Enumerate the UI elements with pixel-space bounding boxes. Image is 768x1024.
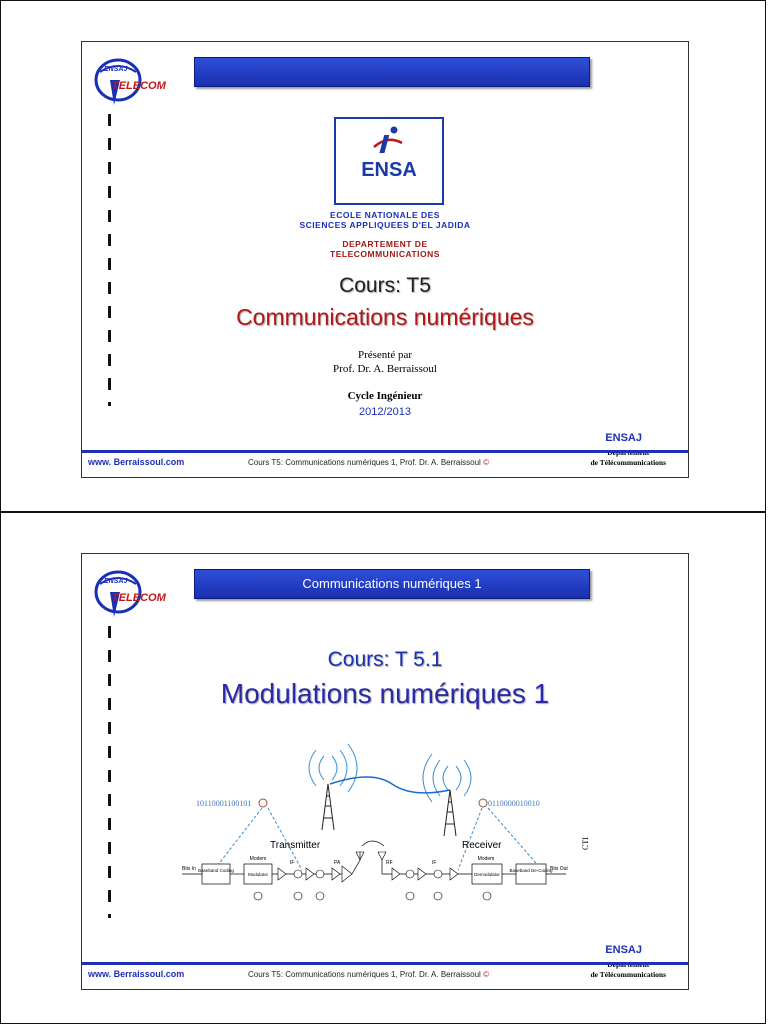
transmitter-label: Transmitter [270,840,321,851]
footer-course-label: Cours T5: Communications numériques 1, Prof. Dr. A. Berraissoul [248,458,481,467]
demodulator-label: Demodulator [474,872,500,877]
radio-waves-right [423,754,471,802]
svg-text:ENSAJ: ENSAJ [104,578,128,585]
school-line-2: SCIENCES APPLIQUEES D'EL JADIDA [299,220,471,230]
slide-title: Modulations numériques 1 [220,678,550,709]
footer-rule [82,962,688,965]
department-line-1: DEPARTEMENT DE [342,239,428,249]
footer-rule [82,450,688,453]
signal-source-icon [259,799,267,807]
department-name [82,239,688,259]
footer-url[interactable]: www. Berraissoul.com [88,457,185,467]
ensaj-telecom-logo [90,50,178,112]
course-title: Communications numériques [236,304,534,330]
svg-text:ENSAJ: ENSAJ [104,66,128,73]
copyright-icon: © [483,458,489,467]
transceiver-diagram [182,740,602,940]
footer-course-text [248,970,489,979]
rf-label: RF [386,860,393,866]
modulator-label: Modulator [247,872,269,877]
ensa-logo-text: ENSA [361,159,417,181]
bits-out-label: Bits Out [550,866,568,872]
department-line-2: TELECOMMUNICATIONS [330,249,440,259]
dept-footer-line-2: de Télécommunications [590,458,666,467]
modem-right-label: Modem [477,856,495,862]
cti-label: CTI [581,837,590,850]
cycle-label: Cycle Ingénieur [347,390,423,402]
bits-right: 0110000010010 [488,799,540,808]
tower-left-icon [322,784,334,830]
ensaj-label: ENSAJ [605,432,642,444]
baseband-decoding-label: Baseband De-Coding [509,868,553,873]
signal-sink-icon [479,799,487,807]
if-left-label: IF [290,860,295,866]
radio-waves-left [309,744,357,792]
bits-in-label: Bits In [182,866,196,872]
footer-url[interactable]: www. Berraissoul.com [88,969,185,979]
presented-by-label: Présenté par [357,349,413,361]
signal-path [330,777,450,793]
baseband-decoding-block [516,864,546,884]
receiver-label: Receiver [462,840,502,851]
ensaj-telecom-logo [90,562,178,624]
course-code: Cours: T5 [339,274,431,297]
course-code: Cours: T 5.1 [327,648,443,671]
document-page-2 [0,512,766,1024]
pa-label: PA [334,860,341,866]
footer-course-label: Cours T5: Communications numériques 1, Prof. Dr. A. Berraissoul [248,970,481,979]
slide-1 [81,41,689,478]
ensaj-label: ENSAJ [605,944,642,956]
school-name [82,210,688,230]
copyright-icon: © [483,970,489,979]
professor-name: Prof. Dr. A. Berraissoul [333,363,437,375]
slide-2 [81,553,689,990]
header-banner: Communications numériques 1 [194,569,590,599]
academic-year: 2012/2013 [359,406,411,418]
svg-text:TELECOM: TELECOM [112,592,166,604]
school-line-1: ECOLE NATIONALE DES [330,210,440,220]
ensa-logo [334,117,444,205]
footer-course-text [248,458,489,467]
tower-right-icon [444,790,456,836]
modem-left-label: Modem [249,856,267,862]
baseband-coding-label: Baseband Coding [198,868,234,873]
presenter [82,348,688,376]
ensa-i-icon [336,121,442,161]
svg-text:TELECOM: TELECOM [112,80,166,92]
baseband-coding-block [202,864,230,884]
header-banner [194,57,590,87]
bits-left: 10110001100101 [196,799,252,808]
document-page-1 [0,0,766,512]
rx-antenna-icon [378,852,386,860]
if-right-label: IF [432,860,437,866]
dept-footer-line-2: de Télécommunications [590,970,666,979]
